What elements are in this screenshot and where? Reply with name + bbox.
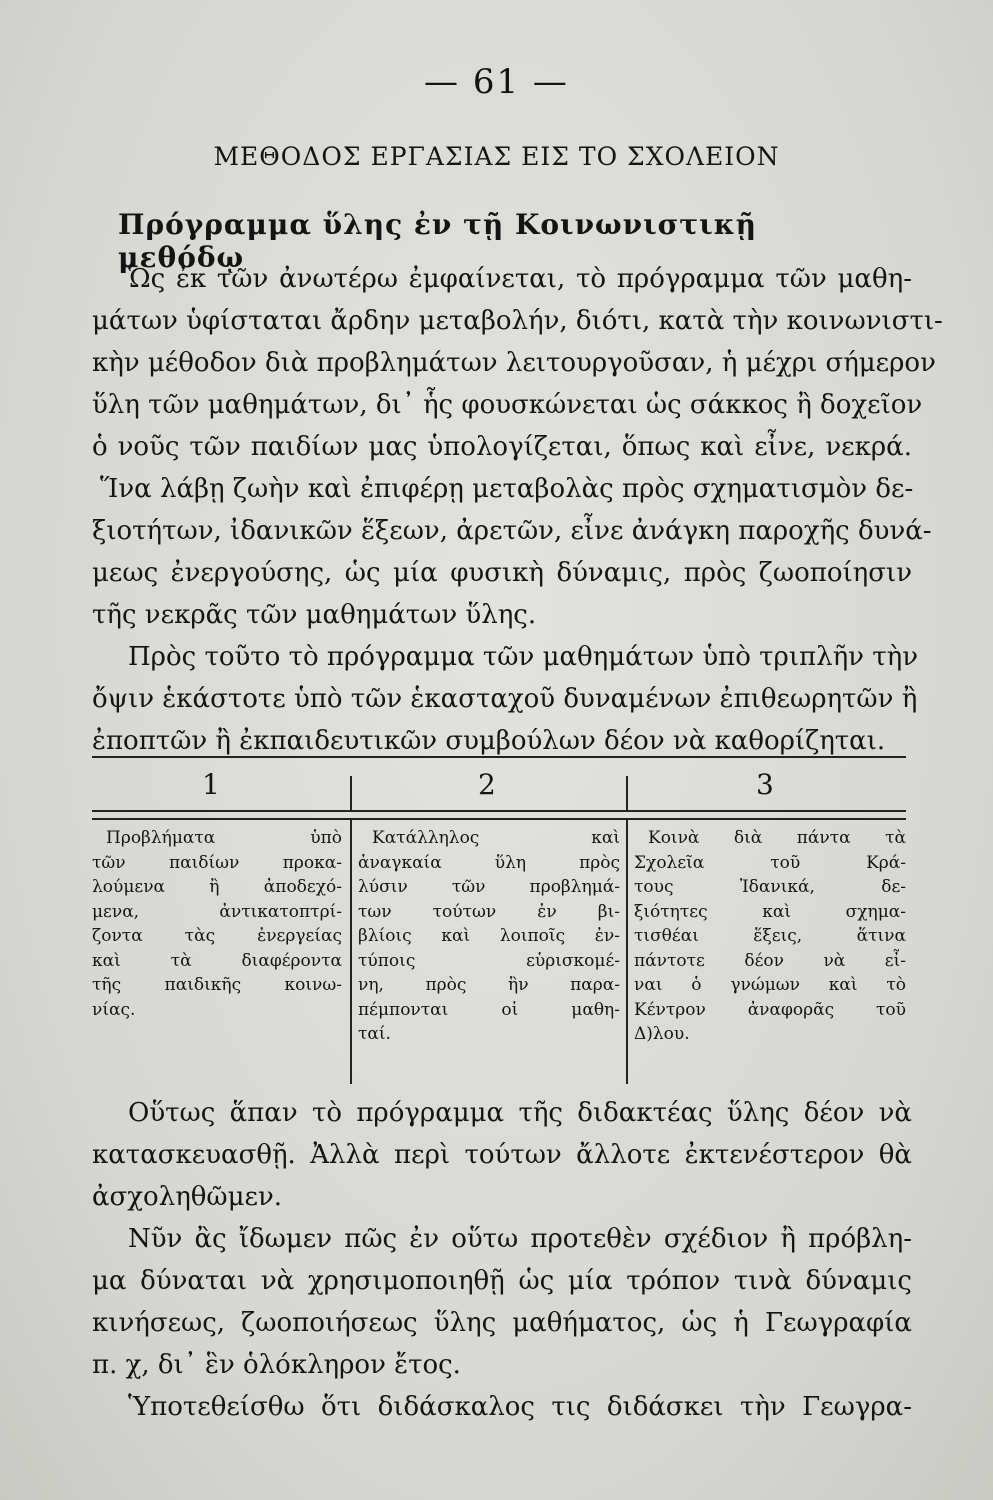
cell-line: ζοντα τὰς ἐνεργείας [92,926,342,946]
table-rule [92,756,906,758]
cell-line: νη, πρὸς ἣν παρα- [358,975,620,995]
cell-line: λύσιν τῶν προβλημά- [358,877,620,897]
column-divider [626,820,628,1084]
section-title: Πρόγραμμα ὕλης ἐν τῇ Κοινωνιστικῇ μεθόδῳ [118,208,758,274]
cell-line: καὶ τὰ διαφέροντα [92,950,342,971]
text-line: κατασκευασθῇ. Ἀλλὰ περὶ τούτων ἄλλοτε ἐκτενέστερον θὰ [92,1140,912,1170]
cell-line: ξιότητες καὶ σχημα- [634,901,906,922]
text-line: Οὕτως ἅπαν τὸ πρόγραμμα τῆς διδακτέας ὕλης δέον νὰ [128,1098,912,1128]
text-line: Ὡς ἐκ τῶν ἀνωτέρω ἐμφαίνεται, τὸ πρόγραμμα τῶν μαθη- [128,264,912,294]
cell-line: Δ)λου. [634,1024,690,1044]
cell-line: των τούτων ἐν βι- [358,901,620,922]
body-text-upper [92,258,943,762]
text-line: μα δύναται νὰ χρησιμοποιηθῇ ὡς μία τρόπον τινὰ δύναμις [92,1266,912,1296]
page-number: — 61 — [424,62,569,102]
cell-line: ταί. [358,1024,391,1044]
column-divider [626,776,628,812]
column-header-3: 3 [756,768,774,801]
cell-line: βλίοις καὶ λοιποῖς ἐν- [358,926,620,946]
cell-line: τῆς παιδικῆς κοινω- [92,975,342,995]
column-divider [350,776,352,812]
cell-line: ναι ὁ γνώμων καὶ τὸ [634,975,906,995]
cell-line: μενα, ἀντικατοπτρί- [92,901,342,922]
table-cell-col1 [92,826,342,1022]
cell-line: λούμενα ἢ ἀποδεχό- [92,877,342,897]
column-header-2: 2 [478,768,496,801]
text-line: μάτων ὑφίσταται ἄρδην μεταβολήν, διότι, κατὰ τὴν κοινωνιστι- [92,306,943,336]
paragraph-1 [92,258,943,636]
text-line: Πρὸς τοῦτο τὸ πρόγραμμα τῶν μαθημάτων ὑπὸ τριπλῆν τὴν [128,642,919,672]
paragraph-4 [92,1218,912,1386]
cell-line: πάντοτε δέον νὰ εἶ- [634,950,906,971]
text-line: Νῦν ἂς ἴδωμεν πῶς ἐν οὕτω προτεθὲν σχέδιον ἢ πρόβλη- [128,1224,912,1254]
paragraph-3 [92,1092,912,1218]
text-line: κινήσεως, ζωοποιήσεως ὕλης μαθήματος, ὡς ἡ Γεωγραφία [92,1308,912,1338]
running-head: ΜΕΘΟΔΟΣ ΕΡΓΑΣΙΑΣ ΕΙΣ ΤΟ ΣΧΟΛΕΙΟΝ [213,142,780,171]
column-header-1: 1 [202,768,220,801]
cell-line: Σχολεῖα τοῦ Κρά- [634,852,906,873]
text-line: ὄψιν ἑκάστοτε ὑπὸ τῶν ἑκασταχοῦ δυναμένων ἐπιθεωρητῶν ἢ [92,684,918,714]
table-rule [92,810,906,812]
paragraph-5 [92,1386,912,1428]
text-line: π. χ, δι᾿ ἓν ὁλόκληρον ἔτος. [92,1350,461,1380]
cell-line: τους Ἰδανικά, δε- [634,877,906,897]
text-line: μεως ἐνεργούσης, ὡς μία φυσικὴ δύναμις, πρὸς ζωοποίησιν [92,558,912,588]
table-rule [92,818,906,820]
body-text-lower [92,1092,912,1428]
table-cell-col3 [634,826,906,1047]
text-line: ὕλη τῶν μαθημάτων, δι᾿ ἧς φουσκώνεται ὡς σάκκος ἢ δοχεῖον [92,390,923,420]
text-line: Ἵνα λάβῃ ζωὴν καὶ ἐπιφέρῃ μεταβολὰς πρὸς σχηματισμὸν δε- [100,474,914,504]
column-divider [350,820,352,1084]
cell-line: νίας. [92,999,136,1020]
text-line: ἐποπτῶν ἢ ἐκπαιδευτικῶν συμβούλων δέον νὰ καθορίζηται. [92,726,886,756]
text-line: ὁ νοῦς τῶν παιδίων μας ὑπολογίζεται, ὅπως καὶ εἶνε, νεκρά. [92,432,912,462]
cell-line: τύποις εὑρισκομέ- [358,950,620,971]
text-line: τῆς νεκρᾶς τῶν μαθημάτων ὕλης. [92,600,537,630]
cell-line: τῶν παιδίων προκα- [92,852,342,873]
text-line: κὴν μέθοδον διὰ προβλημάτων λειτουργοῦσαν, ἡ μέχρι σήμερον [92,348,936,378]
cell-line: τισθέαι ἕξεις, ἅτινα [634,926,906,946]
text-line: ξιοτήτων, ἰδανικῶν ἕξεων, ἀρετῶν, εἶνε ἀνάγκη παροχῆς δυνά- [92,516,932,546]
cell-line: Προβλήματα ὑπὸ [106,828,342,848]
text-line: Ὑποτεθείσθω ὅτι διδάσκαλος τις διδάσκει τὴν Γεωγρα- [128,1392,912,1422]
cell-line: Κατάλληλος καὶ [372,828,620,848]
cell-line: Κοινὰ διὰ πάντα τὰ [648,828,906,848]
cell-line: Κέντρον ἀναφορᾶς τοῦ [634,999,906,1020]
cell-line: ἀναγκαία ὕλη πρὸς [358,852,620,873]
text-line: ἀσχοληθῶμεν. [92,1182,283,1212]
cell-line: πέμπονται οἱ μαθη- [358,999,620,1020]
paragraph-2 [92,636,919,762]
table-cell-col2 [358,826,620,1047]
